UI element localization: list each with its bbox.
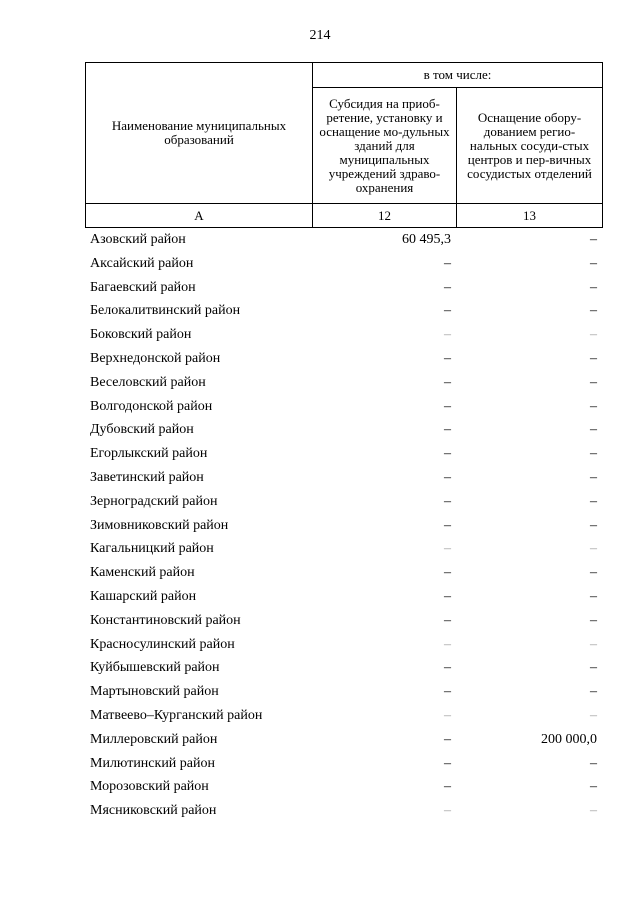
row-value-13: – [590, 565, 597, 581]
row-value-13: – [590, 350, 597, 366]
header-col-name: Наименование муниципальных образований [86, 63, 313, 204]
row-value-12: – [444, 279, 451, 295]
row-value-13: – [590, 422, 597, 438]
row-value-12: – [444, 517, 451, 533]
header-index-12: 12 [313, 204, 457, 228]
row-value-12: – [444, 755, 451, 771]
row-value-12: – [444, 398, 451, 414]
row-name: Аксайский район [90, 255, 194, 271]
row-value-12: – [444, 779, 451, 795]
row-value-12: – [444, 422, 451, 438]
row-value-12: – [444, 327, 451, 343]
row-value-12: – [444, 612, 451, 628]
table-row [85, 350, 602, 374]
row-value-13: – [590, 517, 597, 533]
row-value-13: – [590, 755, 597, 771]
row-value-13: – [590, 684, 597, 700]
row-value-12: – [444, 707, 451, 723]
row-value-12: – [444, 469, 451, 485]
row-value-12: – [444, 731, 451, 747]
row-value-13: – [590, 327, 597, 343]
table-row [85, 302, 602, 326]
table-row [85, 517, 602, 541]
row-name: Мясниковский район [90, 803, 217, 819]
row-value-12: – [444, 588, 451, 604]
row-value-12: 60 495,3 [402, 232, 451, 247]
header-index-13: 13 [457, 204, 603, 228]
row-value-13: – [590, 446, 597, 462]
table-row [85, 659, 602, 683]
row-value-13: – [590, 803, 597, 819]
row-value-13: – [590, 398, 597, 414]
row-name: Морозовский район [90, 779, 209, 795]
table-row [85, 778, 602, 802]
table-row [85, 755, 602, 779]
row-name: Веселовский район [90, 374, 206, 390]
row-value-12: – [444, 493, 451, 509]
table-row [85, 445, 602, 469]
row-name: Куйбышевский район [90, 660, 220, 676]
row-name: Кагальницкий район [90, 541, 214, 557]
row-name: Дубовский район [90, 422, 194, 438]
row-name: Егорлыкский район [90, 446, 208, 462]
row-value-13: – [590, 493, 597, 509]
table-row [85, 231, 602, 255]
row-value-12: – [444, 636, 451, 652]
table-row [85, 707, 602, 731]
row-value-12: – [444, 255, 451, 271]
row-name: Кашарский район [90, 588, 197, 604]
row-value-12: – [444, 350, 451, 366]
row-name: Белокалитвинский район [90, 303, 241, 319]
row-value-12: – [444, 541, 451, 557]
row-name: Зерноградский район [90, 493, 218, 509]
table-row [85, 326, 602, 350]
table-row [85, 374, 602, 398]
table-row [85, 683, 602, 707]
page-number: 214 [309, 28, 331, 43]
row-name: Мартыновский район [90, 684, 219, 700]
row-name: Боковский район [90, 327, 192, 343]
table-row [85, 588, 602, 612]
row-name: Каменский район [90, 565, 195, 581]
row-value-13: – [590, 636, 597, 652]
table-row [85, 398, 602, 422]
table-row [85, 564, 602, 588]
table-row [85, 255, 602, 279]
header-col13: Оснащение обору-дованием регио-нальных сосуди-стых центров и пер-вичных сосудистых отделений [457, 88, 603, 204]
row-value-12: – [444, 803, 451, 819]
budget-table-header [85, 62, 603, 228]
row-value-12: – [444, 374, 451, 390]
row-name: Милютинский район [90, 755, 216, 771]
header-col12: Субсидия на приоб-ретение, установку и оснащение мо-дульных зданий для муниципальных учреждений здраво-охранения [313, 88, 457, 204]
data-rows [85, 231, 602, 826]
row-value-13: – [590, 660, 597, 676]
row-value-13: – [590, 588, 597, 604]
row-name: Азовский район [90, 232, 186, 247]
row-name: Миллеровский район [90, 731, 218, 747]
table-row [85, 636, 602, 660]
row-value-13: – [590, 779, 597, 795]
table-row [85, 279, 602, 303]
row-value-13: – [590, 374, 597, 390]
row-name: Константиновский район [90, 612, 241, 628]
row-value-13: – [590, 232, 597, 247]
row-value-13: – [590, 612, 597, 628]
header-group-label: в том числе: [313, 63, 603, 88]
row-value-12: – [444, 660, 451, 676]
header-index-a: А [86, 204, 313, 228]
row-value-12: – [444, 446, 451, 462]
table-row [85, 731, 602, 755]
row-value-13: 200 000,0 [541, 731, 597, 747]
row-value-13: – [590, 541, 597, 557]
row-value-13: – [590, 255, 597, 271]
row-value-13: – [590, 279, 597, 295]
row-name: Волгодонской район [90, 398, 213, 414]
row-name: Заветинский район [90, 469, 204, 485]
row-value-12: – [444, 684, 451, 700]
table-row [85, 802, 602, 826]
table-row [85, 612, 602, 636]
table-row [85, 469, 602, 493]
row-name: Красносулинский район [90, 636, 235, 652]
row-value-13: – [590, 469, 597, 485]
row-value-12: – [444, 565, 451, 581]
row-name: Багаевский район [90, 279, 196, 295]
row-value-13: – [590, 303, 597, 319]
table-row [85, 493, 602, 517]
table-row [85, 540, 602, 564]
row-value-13: – [590, 707, 597, 723]
row-value-12: – [444, 303, 451, 319]
row-name: Верхнедонской район [90, 350, 221, 366]
row-name: Зимовниковский район [90, 517, 229, 533]
table-row [85, 421, 602, 445]
row-name: Матвеево–Курганский район [90, 707, 263, 723]
